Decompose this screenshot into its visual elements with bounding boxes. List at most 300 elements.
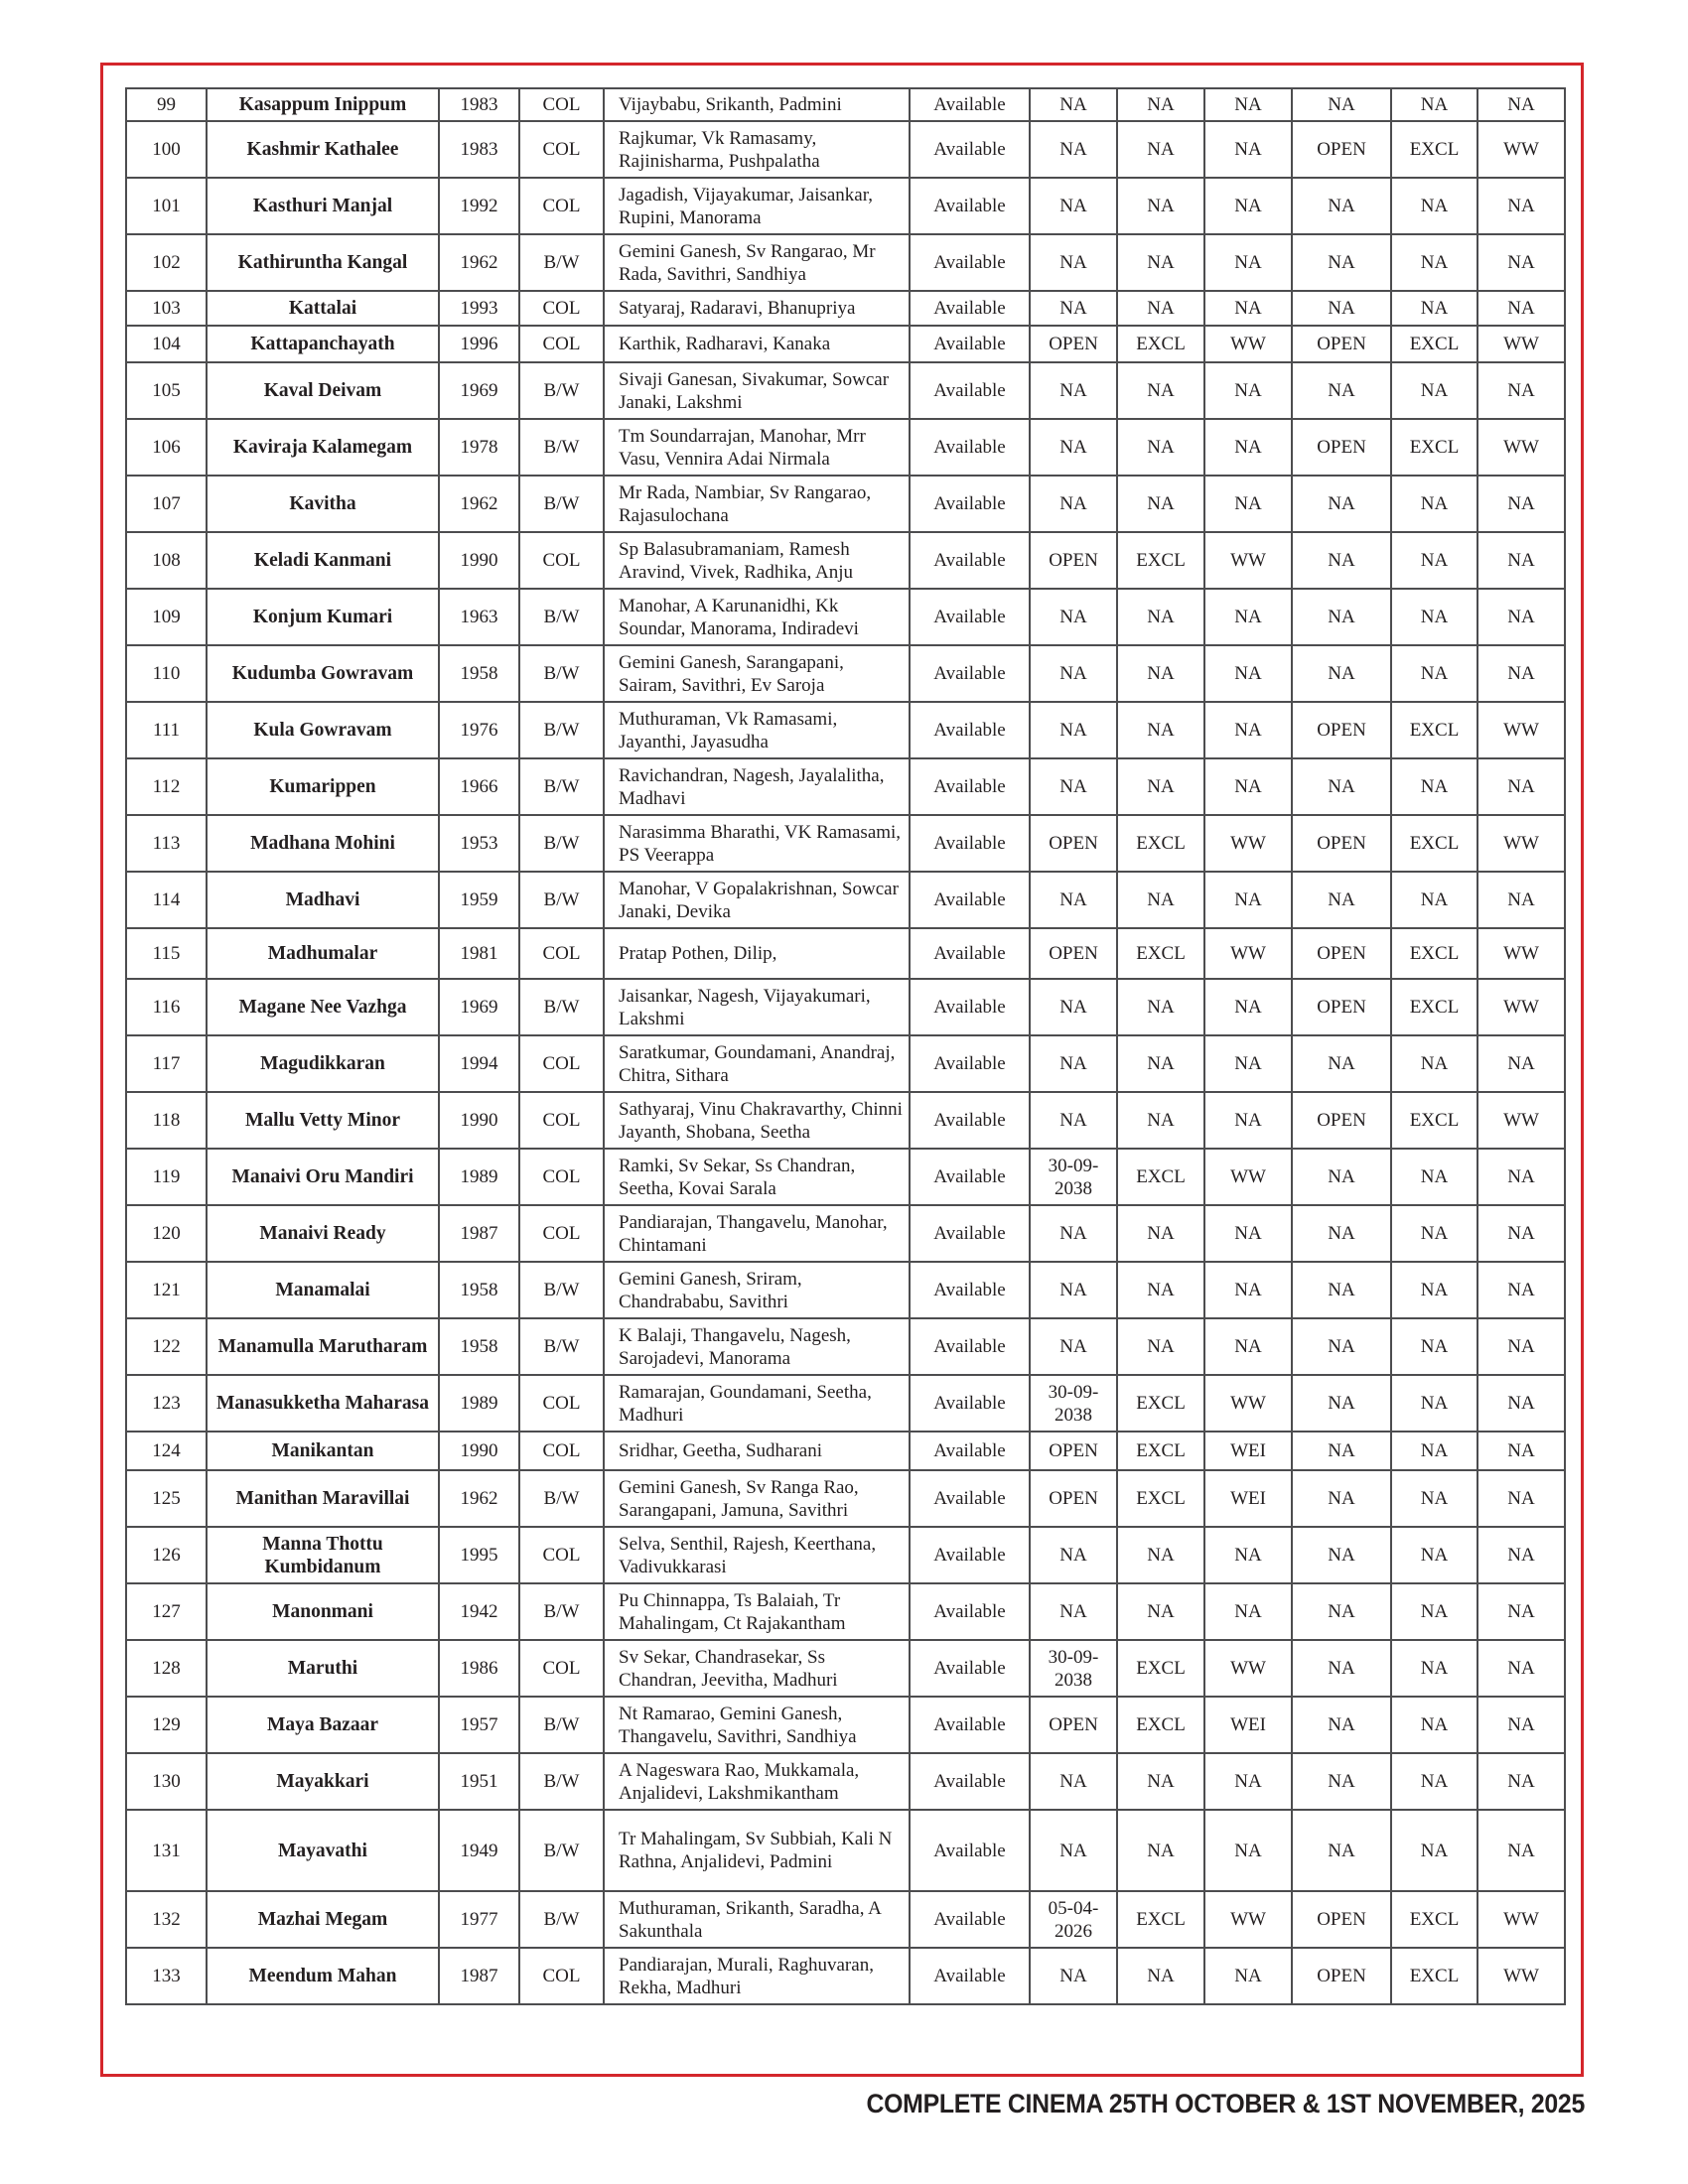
cast-cell: Pratap Pothen, Dilip, xyxy=(604,928,910,979)
rights-cell-3: NA xyxy=(1204,1583,1292,1640)
serial-number-cell: 113 xyxy=(126,815,207,872)
table-row xyxy=(126,1697,1565,1753)
film-title-cell: Kasthuri Manjal xyxy=(207,178,439,234)
rights-cell-2: EXCL xyxy=(1117,1470,1204,1527)
availability-status-cell: Available xyxy=(910,645,1030,702)
rights-cell-1: NA xyxy=(1030,88,1117,121)
rights-cell-1: NA xyxy=(1030,234,1117,291)
footer-publication-line: COMPLETE CINEMA 25TH OCTOBER & 1ST NOVEMBER, 2025 xyxy=(866,2089,1585,2118)
rights-cell-2: EXCL xyxy=(1117,928,1204,979)
rights-cell-3: NA xyxy=(1204,1753,1292,1810)
rights-cell-1: NA xyxy=(1030,872,1117,928)
availability-status-cell: Available xyxy=(910,1262,1030,1318)
rights-cell-2: EXCL xyxy=(1117,326,1204,362)
rights-cell-6: WW xyxy=(1477,1948,1565,2004)
rights-cell-1: OPEN xyxy=(1030,1470,1117,1527)
year-cell: 1978 xyxy=(439,419,519,476)
color-format-cell: B/W xyxy=(519,234,604,291)
serial-number-cell: 116 xyxy=(126,979,207,1035)
cast-cell: Gemini Ganesh, Sarangapani, Sairam, Savithri, Ev Saroja xyxy=(604,645,910,702)
table-row xyxy=(126,872,1565,928)
rights-cell-4: OPEN xyxy=(1292,1948,1391,2004)
availability-status-cell: Available xyxy=(910,589,1030,645)
rights-cell-6: NA xyxy=(1477,1810,1565,1891)
availability-status-cell: Available xyxy=(910,1092,1030,1149)
rights-cell-6: NA xyxy=(1477,758,1565,815)
serial-number-cell: 102 xyxy=(126,234,207,291)
table-row xyxy=(126,1470,1565,1527)
film-title-cell: Manaivi Ready xyxy=(207,1205,439,1262)
cast-cell: Jaisankar, Nagesh, Vijayakumari, Lakshmi xyxy=(604,979,910,1035)
cast-cell: Ramki, Sv Sekar, Ss Chandran, Seetha, Kovai Sarala xyxy=(604,1149,910,1205)
rights-cell-1: NA xyxy=(1030,291,1117,326)
rights-cell-4: OPEN xyxy=(1292,815,1391,872)
rights-cell-2: EXCL xyxy=(1117,1640,1204,1697)
availability-status-cell: Available xyxy=(910,88,1030,121)
rights-cell-6: WW xyxy=(1477,928,1565,979)
rights-cell-1: NA xyxy=(1030,1810,1117,1891)
rights-cell-5: NA xyxy=(1391,1527,1477,1583)
rights-cell-5: NA xyxy=(1391,291,1477,326)
serial-number-cell: 131 xyxy=(126,1810,207,1891)
rights-cell-6: NA xyxy=(1477,88,1565,121)
rights-cell-6: NA xyxy=(1477,1640,1565,1697)
film-title-cell: Manonmani xyxy=(207,1583,439,1640)
availability-status-cell: Available xyxy=(910,1583,1030,1640)
availability-status-cell: Available xyxy=(910,419,1030,476)
rights-cell-3: WW xyxy=(1204,1375,1292,1432)
table-row xyxy=(126,1375,1565,1432)
rights-cell-4: NA xyxy=(1292,872,1391,928)
year-cell: 1949 xyxy=(439,1810,519,1891)
rights-cell-2: NA xyxy=(1117,419,1204,476)
rights-cell-2: NA xyxy=(1117,1262,1204,1318)
year-cell: 1962 xyxy=(439,1470,519,1527)
cast-cell: Jagadish, Vijayakumar, Jaisankar, Rupini, Manorama xyxy=(604,178,910,234)
rights-cell-2: NA xyxy=(1117,1583,1204,1640)
rights-cell-3: WEI xyxy=(1204,1697,1292,1753)
year-cell: 1969 xyxy=(439,979,519,1035)
rights-cell-6: NA xyxy=(1477,532,1565,589)
rights-cell-6: NA xyxy=(1477,1583,1565,1640)
rights-cell-2: EXCL xyxy=(1117,1697,1204,1753)
rights-cell-5: NA xyxy=(1391,589,1477,645)
rights-cell-4: NA xyxy=(1292,1697,1391,1753)
rights-cell-2: NA xyxy=(1117,872,1204,928)
rights-cell-1: NA xyxy=(1030,1205,1117,1262)
table-row xyxy=(126,928,1565,979)
rights-cell-6: WW xyxy=(1477,121,1565,178)
rights-cell-5: NA xyxy=(1391,1432,1477,1470)
rights-cell-6: NA xyxy=(1477,1375,1565,1432)
table-row xyxy=(126,1640,1565,1697)
serial-number-cell: 112 xyxy=(126,758,207,815)
year-cell: 1966 xyxy=(439,758,519,815)
rights-cell-2: NA xyxy=(1117,234,1204,291)
serial-number-cell: 107 xyxy=(126,476,207,532)
rights-cell-3: NA xyxy=(1204,1810,1292,1891)
rights-cell-1: NA xyxy=(1030,1035,1117,1092)
serial-number-cell: 114 xyxy=(126,872,207,928)
availability-status-cell: Available xyxy=(910,702,1030,758)
cast-cell: Tm Soundarrajan, Manohar, Mrr Vasu, Vennira Adai Nirmala xyxy=(604,419,910,476)
table-row xyxy=(126,476,1565,532)
serial-number-cell: 126 xyxy=(126,1527,207,1583)
rights-cell-4: OPEN xyxy=(1292,979,1391,1035)
rights-cell-6: NA xyxy=(1477,1527,1565,1583)
rights-cell-4: NA xyxy=(1292,178,1391,234)
availability-status-cell: Available xyxy=(910,1697,1030,1753)
film-rights-table xyxy=(125,87,1566,2005)
table-row xyxy=(126,419,1565,476)
availability-status-cell: Available xyxy=(910,1753,1030,1810)
film-title-cell: Maya Bazaar xyxy=(207,1697,439,1753)
film-title-cell: Magane Nee Vazhga xyxy=(207,979,439,1035)
serial-number-cell: 104 xyxy=(126,326,207,362)
availability-status-cell: Available xyxy=(910,362,1030,419)
color-format-cell: B/W xyxy=(519,476,604,532)
cast-cell: Tr Mahalingam, Sv Subbiah, Kali N Rathna, Anjalidevi, Padmini xyxy=(604,1810,910,1891)
rights-cell-4: NA xyxy=(1292,1527,1391,1583)
rights-cell-5: EXCL xyxy=(1391,1891,1477,1948)
availability-status-cell: Available xyxy=(910,1375,1030,1432)
rights-cell-6: NA xyxy=(1477,1035,1565,1092)
rights-cell-3: NA xyxy=(1204,1205,1292,1262)
table-row xyxy=(126,1810,1565,1891)
rights-cell-6: NA xyxy=(1477,1753,1565,1810)
serial-number-cell: 120 xyxy=(126,1205,207,1262)
rights-cell-6: NA xyxy=(1477,178,1565,234)
film-title-cell: Kula Gowravam xyxy=(207,702,439,758)
film-title-cell: Konjum Kumari xyxy=(207,589,439,645)
serial-number-cell: 127 xyxy=(126,1583,207,1640)
color-format-cell: B/W xyxy=(519,1891,604,1948)
rights-cell-4: NA xyxy=(1292,645,1391,702)
rights-cell-2: NA xyxy=(1117,979,1204,1035)
rights-cell-6: NA xyxy=(1477,234,1565,291)
cast-cell: Sp Balasubramaniam, Ramesh Aravind, Vivek, Radhika, Anju xyxy=(604,532,910,589)
rights-cell-3: NA xyxy=(1204,1035,1292,1092)
year-cell: 1981 xyxy=(439,928,519,979)
table-row xyxy=(126,1891,1565,1948)
rights-cell-1: OPEN xyxy=(1030,815,1117,872)
rights-cell-1: NA xyxy=(1030,1262,1117,1318)
serial-number-cell: 105 xyxy=(126,362,207,419)
year-cell: 1969 xyxy=(439,362,519,419)
rights-cell-6: WW xyxy=(1477,326,1565,362)
table-row xyxy=(126,1092,1565,1149)
rights-cell-5: EXCL xyxy=(1391,121,1477,178)
rights-cell-6: WW xyxy=(1477,1891,1565,1948)
year-cell: 1983 xyxy=(439,121,519,178)
table-row xyxy=(126,362,1565,419)
rights-cell-5: EXCL xyxy=(1391,815,1477,872)
rights-cell-3: WW xyxy=(1204,928,1292,979)
rights-cell-1: OPEN xyxy=(1030,928,1117,979)
cast-cell: Ravichandran, Nagesh, Jayalalitha, Madhavi xyxy=(604,758,910,815)
film-title-cell: Kudumba Gowravam xyxy=(207,645,439,702)
rights-cell-2: NA xyxy=(1117,645,1204,702)
film-title-cell: Manasukketha Maharasa xyxy=(207,1375,439,1432)
film-title-cell: Maruthi xyxy=(207,1640,439,1697)
rights-cell-5: NA xyxy=(1391,1753,1477,1810)
rights-cell-1: NA xyxy=(1030,589,1117,645)
rights-cell-5: NA xyxy=(1391,88,1477,121)
serial-number-cell: 108 xyxy=(126,532,207,589)
availability-status-cell: Available xyxy=(910,1205,1030,1262)
serial-number-cell: 133 xyxy=(126,1948,207,2004)
film-title-cell: Kathiruntha Kangal xyxy=(207,234,439,291)
rights-cell-1: OPEN xyxy=(1030,1697,1117,1753)
year-cell: 1989 xyxy=(439,1149,519,1205)
film-title-cell: Keladi Kanmani xyxy=(207,532,439,589)
color-format-cell: B/W xyxy=(519,758,604,815)
year-cell: 1990 xyxy=(439,1432,519,1470)
rights-cell-5: EXCL xyxy=(1391,1092,1477,1149)
film-title-cell: Mallu Vetty Minor xyxy=(207,1092,439,1149)
cast-cell: Sivaji Ganesan, Sivakumar, Sowcar Janaki, Lakshmi xyxy=(604,362,910,419)
rights-cell-4: NA xyxy=(1292,476,1391,532)
cast-cell: Sv Sekar, Chandrasekar, Ss Chandran, Jeevitha, Madhuri xyxy=(604,1640,910,1697)
availability-status-cell: Available xyxy=(910,326,1030,362)
rights-cell-5: NA xyxy=(1391,1470,1477,1527)
cast-cell: Muthuraman, Vk Ramasami, Jayanthi, Jayasudha xyxy=(604,702,910,758)
year-cell: 1958 xyxy=(439,645,519,702)
color-format-cell: COL xyxy=(519,1948,604,2004)
availability-status-cell: Available xyxy=(910,1527,1030,1583)
rights-cell-4: OPEN xyxy=(1292,1092,1391,1149)
serial-number-cell: 110 xyxy=(126,645,207,702)
color-format-cell: B/W xyxy=(519,1810,604,1891)
rights-cell-4: NA xyxy=(1292,1205,1391,1262)
rights-cell-4: NA xyxy=(1292,234,1391,291)
cast-cell: Narasimma Bharathi, VK Ramasami, PS Veerappa xyxy=(604,815,910,872)
rights-cell-1: NA xyxy=(1030,476,1117,532)
rights-cell-4: NA xyxy=(1292,1753,1391,1810)
rights-cell-5: NA xyxy=(1391,476,1477,532)
film-title-cell: Meendum Mahan xyxy=(207,1948,439,2004)
cast-cell: Manohar, A Karunanidhi, Kk Soundar, Manorama, Indiradevi xyxy=(604,589,910,645)
cast-cell: Rajkumar, Vk Ramasamy, Rajinisharma, Pushpalatha xyxy=(604,121,910,178)
rights-cell-1: NA xyxy=(1030,1753,1117,1810)
rights-cell-5: NA xyxy=(1391,1375,1477,1432)
rights-cell-1: OPEN xyxy=(1030,1432,1117,1470)
serial-number-cell: 129 xyxy=(126,1697,207,1753)
rights-cell-2: EXCL xyxy=(1117,1375,1204,1432)
rights-cell-3: NA xyxy=(1204,178,1292,234)
availability-status-cell: Available xyxy=(910,1035,1030,1092)
serial-number-cell: 115 xyxy=(126,928,207,979)
rights-cell-5: NA xyxy=(1391,1035,1477,1092)
availability-status-cell: Available xyxy=(910,928,1030,979)
rights-cell-2: EXCL xyxy=(1117,1149,1204,1205)
cast-cell: Nt Ramarao, Gemini Ganesh, Thangavelu, Savithri, Sandhiya xyxy=(604,1697,910,1753)
year-cell: 1942 xyxy=(439,1583,519,1640)
rights-cell-5: NA xyxy=(1391,1318,1477,1375)
serial-number-cell: 125 xyxy=(126,1470,207,1527)
film-title-cell: Madhavi xyxy=(207,872,439,928)
table-row xyxy=(126,326,1565,362)
year-cell: 1977 xyxy=(439,1891,519,1948)
rights-cell-6: NA xyxy=(1477,362,1565,419)
rights-cell-5: NA xyxy=(1391,1262,1477,1318)
table-row xyxy=(126,979,1565,1035)
rights-cell-2: NA xyxy=(1117,1810,1204,1891)
availability-status-cell: Available xyxy=(910,476,1030,532)
rights-cell-4: NA xyxy=(1292,362,1391,419)
year-cell: 1962 xyxy=(439,234,519,291)
rights-cell-1: 30-09-2038 xyxy=(1030,1375,1117,1432)
film-title-cell: Kashmir Kathalee xyxy=(207,121,439,178)
availability-status-cell: Available xyxy=(910,1149,1030,1205)
rights-cell-3: NA xyxy=(1204,1527,1292,1583)
cast-cell: Satyaraj, Radaravi, Bhanupriya xyxy=(604,291,910,326)
availability-status-cell: Available xyxy=(910,121,1030,178)
rights-cell-5: NA xyxy=(1391,645,1477,702)
rights-cell-3: NA xyxy=(1204,589,1292,645)
serial-number-cell: 130 xyxy=(126,1753,207,1810)
rights-cell-5: EXCL xyxy=(1391,979,1477,1035)
year-cell: 1959 xyxy=(439,872,519,928)
rights-cell-4: NA xyxy=(1292,589,1391,645)
film-title-cell: Manaivi Oru Mandiri xyxy=(207,1149,439,1205)
film-title-cell: Manna Thottu Kumbidanum xyxy=(207,1527,439,1583)
table-row xyxy=(126,291,1565,326)
cast-cell: Muthuraman, Srikanth, Saradha, A Sakunthala xyxy=(604,1891,910,1948)
film-title-cell: Manikantan xyxy=(207,1432,439,1470)
cast-cell: Karthik, Radharavi, Kanaka xyxy=(604,326,910,362)
color-format-cell: B/W xyxy=(519,1262,604,1318)
film-title-cell: Magudikkaran xyxy=(207,1035,439,1092)
rights-cell-5: NA xyxy=(1391,178,1477,234)
rights-cell-1: 30-09-2038 xyxy=(1030,1149,1117,1205)
rights-cell-4: NA xyxy=(1292,1470,1391,1527)
rights-cell-2: EXCL xyxy=(1117,532,1204,589)
table-row xyxy=(126,1583,1565,1640)
year-cell: 1962 xyxy=(439,476,519,532)
color-format-cell: COL xyxy=(519,1527,604,1583)
rights-cell-5: EXCL xyxy=(1391,326,1477,362)
rights-cell-5: NA xyxy=(1391,1697,1477,1753)
rights-cell-2: NA xyxy=(1117,758,1204,815)
rights-cell-5: NA xyxy=(1391,1583,1477,1640)
table-row xyxy=(126,1262,1565,1318)
rights-cell-4: NA xyxy=(1292,1583,1391,1640)
color-format-cell: COL xyxy=(519,326,604,362)
rights-cell-1: NA xyxy=(1030,979,1117,1035)
rights-cell-1: NA xyxy=(1030,1948,1117,2004)
rights-cell-2: EXCL xyxy=(1117,1432,1204,1470)
cast-cell: Gemini Ganesh, Sv Rangarao, Mr Rada, Savithri, Sandhiya xyxy=(604,234,910,291)
rights-cell-5: NA xyxy=(1391,1640,1477,1697)
rights-cell-3: NA xyxy=(1204,362,1292,419)
availability-status-cell: Available xyxy=(910,532,1030,589)
rights-cell-3: NA xyxy=(1204,872,1292,928)
rights-cell-6: NA xyxy=(1477,476,1565,532)
availability-status-cell: Available xyxy=(910,872,1030,928)
film-title-cell: Mayakkari xyxy=(207,1753,439,1810)
availability-status-cell: Available xyxy=(910,1948,1030,2004)
table-row xyxy=(126,758,1565,815)
color-format-cell: COL xyxy=(519,178,604,234)
rights-cell-6: WW xyxy=(1477,1092,1565,1149)
film-title-cell: Kaviraja Kalamegam xyxy=(207,419,439,476)
year-cell: 1993 xyxy=(439,291,519,326)
table-row xyxy=(126,1318,1565,1375)
rights-cell-6: NA xyxy=(1477,872,1565,928)
film-title-cell: Madhana Mohini xyxy=(207,815,439,872)
cast-cell: Saratkumar, Goundamani, Anandraj, Chitra, Sithara xyxy=(604,1035,910,1092)
serial-number-cell: 106 xyxy=(126,419,207,476)
rights-cell-4: NA xyxy=(1292,88,1391,121)
rights-cell-1: NA xyxy=(1030,645,1117,702)
rights-cell-1: NA xyxy=(1030,1527,1117,1583)
rights-cell-3: WEI xyxy=(1204,1432,1292,1470)
rights-cell-2: NA xyxy=(1117,88,1204,121)
rights-cell-3: NA xyxy=(1204,1262,1292,1318)
color-format-cell: B/W xyxy=(519,589,604,645)
rights-cell-6: WW xyxy=(1477,815,1565,872)
rights-cell-5: EXCL xyxy=(1391,1948,1477,2004)
rights-cell-2: NA xyxy=(1117,121,1204,178)
film-title-cell: Manithan Maravillai xyxy=(207,1470,439,1527)
rights-cell-4: OPEN xyxy=(1292,326,1391,362)
color-format-cell: COL xyxy=(519,88,604,121)
table-row xyxy=(126,1205,1565,1262)
color-format-cell: B/W xyxy=(519,419,604,476)
film-title-cell: Kaval Deivam xyxy=(207,362,439,419)
film-title-cell: Mayavathi xyxy=(207,1810,439,1891)
rights-cell-3: WW xyxy=(1204,532,1292,589)
rights-cell-4: NA xyxy=(1292,1149,1391,1205)
serial-number-cell: 109 xyxy=(126,589,207,645)
table-row xyxy=(126,1948,1565,2004)
rights-cell-6: NA xyxy=(1477,1262,1565,1318)
rights-cell-2: NA xyxy=(1117,1527,1204,1583)
table-row xyxy=(126,234,1565,291)
availability-status-cell: Available xyxy=(910,1318,1030,1375)
table-row xyxy=(126,1432,1565,1470)
table-row xyxy=(126,88,1565,121)
rights-cell-1: NA xyxy=(1030,121,1117,178)
color-format-cell: B/W xyxy=(519,1753,604,1810)
color-format-cell: COL xyxy=(519,291,604,326)
cast-cell: Pandiarajan, Thangavelu, Manohar, Chintamani xyxy=(604,1205,910,1262)
rights-cell-5: NA xyxy=(1391,532,1477,589)
rights-cell-4: NA xyxy=(1292,1318,1391,1375)
rights-cell-3: NA xyxy=(1204,1092,1292,1149)
color-format-cell: COL xyxy=(519,1035,604,1092)
availability-status-cell: Available xyxy=(910,979,1030,1035)
rights-cell-1: NA xyxy=(1030,419,1117,476)
year-cell: 1953 xyxy=(439,815,519,872)
availability-status-cell: Available xyxy=(910,1432,1030,1470)
color-format-cell: COL xyxy=(519,1149,604,1205)
year-cell: 1986 xyxy=(439,1640,519,1697)
availability-status-cell: Available xyxy=(910,178,1030,234)
rights-cell-4: NA xyxy=(1292,532,1391,589)
availability-status-cell: Available xyxy=(910,1640,1030,1697)
film-title-cell: Manamulla Marutharam xyxy=(207,1318,439,1375)
film-title-cell: Kavitha xyxy=(207,476,439,532)
rights-cell-1: OPEN xyxy=(1030,326,1117,362)
rights-cell-3: WW xyxy=(1204,326,1292,362)
year-cell: 1958 xyxy=(439,1262,519,1318)
serial-number-cell: 111 xyxy=(126,702,207,758)
serial-number-cell: 128 xyxy=(126,1640,207,1697)
serial-number-cell: 118 xyxy=(126,1092,207,1149)
rights-cell-6: NA xyxy=(1477,645,1565,702)
